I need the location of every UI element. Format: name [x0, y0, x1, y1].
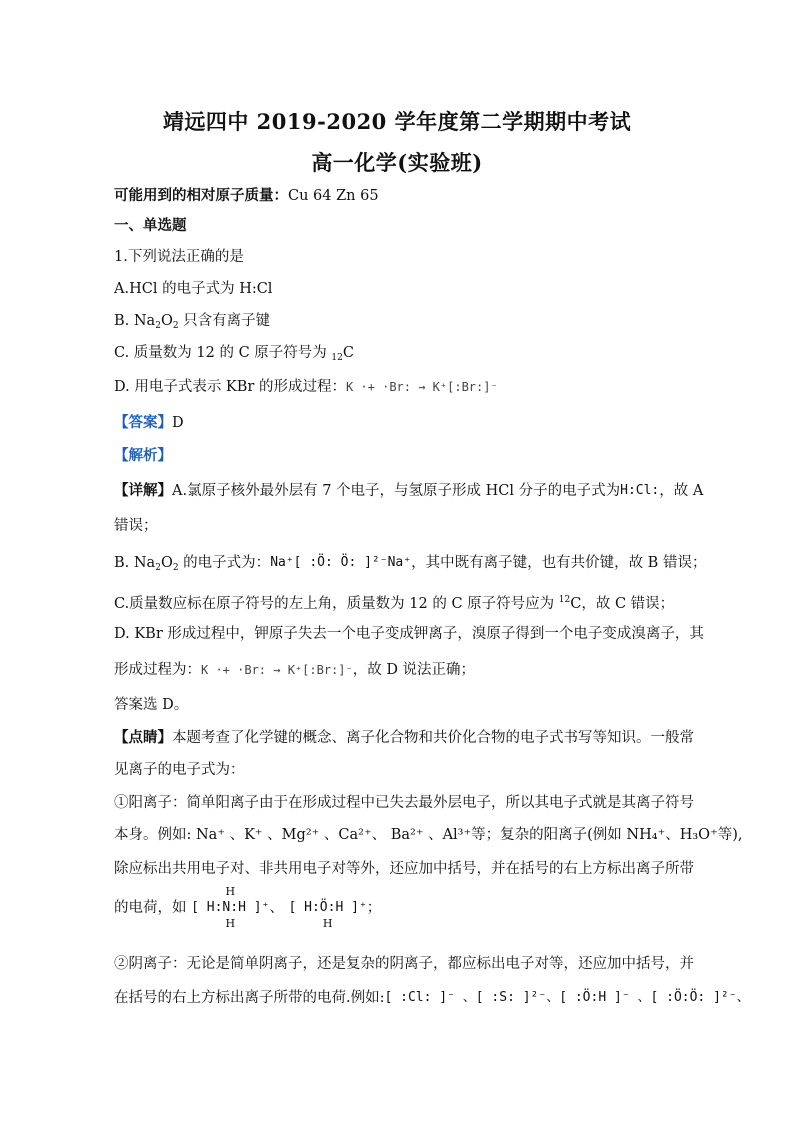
point-line1: [114, 728, 694, 748]
option-a-text: A.HCl 的电子式为: [114, 281, 240, 297]
detail-d-text3: ，故 D 说法正确；: [352, 662, 476, 678]
option-d-formula-image: K ·+ ·Br: → K⁺[:Br:]⁻: [345, 380, 498, 394]
detail-a-text1: A.氯原子核外最外层有 7 个电子，与氢原子形成 HCl 分子的电子式为: [172, 483, 621, 499]
option-c-formula-el: C: [342, 345, 354, 361]
section-title: 一、单选题: [114, 217, 187, 234]
cation-line4-text: 的电荷，如: [114, 900, 187, 916]
atomic-mass-values: Cu 64 Zn 65: [288, 188, 379, 204]
anion-line2-text: 在括号的右上方标出离子所带的电荷.例如:: [114, 990, 385, 1006]
option-b-sub1: 2: [155, 321, 161, 331]
cation-line1: ①阳离子：简单阳离子由于在形成过程中已失去最外层电子，所以其电子式就是其离子符号: [114, 795, 694, 811]
cation-line4-end: ；: [366, 900, 382, 916]
question-stem: 1.下列说法正确的是: [114, 249, 244, 265]
option-c-formula-sub: 12: [331, 353, 343, 363]
option-b-mid: O: [160, 313, 173, 329]
exam-subtitle: 高一化学(实验班): [311, 150, 483, 175]
detail-c: [114, 590, 674, 614]
cation-line2: 本身。例如: Na⁺ 、K⁺ 、Mg²⁺ 、Ca²⁺、 Ba²⁺ 、Al³⁺等；复杂的阳离子(例如 NH₄⁺、H₃O⁺等),: [114, 827, 743, 843]
detail-a-line2: 错误；: [114, 518, 158, 534]
option-a: [114, 279, 272, 299]
analysis-label-line: [114, 446, 172, 466]
option-b-sub2: 2: [172, 321, 179, 331]
option-b-suffix: 只含有离子键: [178, 313, 271, 329]
option-c: [114, 343, 354, 368]
detail-b-mid: O: [160, 555, 173, 571]
detail-c-text1: C.质量数应标在原子符号的左上角，质量数为 12 的 C 原子符号应为: [114, 596, 559, 612]
kbr-formation-formula: K ·+ ·Br: → K⁺[:Br:]⁻: [201, 663, 353, 677]
detail-c-text2: ，故 C 错误；: [581, 596, 675, 612]
exam-title: 靖远四中 2019-2020 学年度第二学期期中考试: [162, 109, 632, 134]
detail-c-el: C: [570, 596, 582, 612]
atomic-mass-label: 可能用到的相对原子质量：: [114, 187, 288, 204]
option-b-prefix: B. Na: [114, 313, 156, 329]
detail-d-line1: D. KBr 形成过程中，钾原子失去一个电子变成钾离子，溴原子得到一个电子变成溴离子，其: [114, 626, 704, 642]
nh4-electron-formula: [191, 885, 270, 930]
detail-b-sub1: 2: [155, 563, 161, 573]
cation-line3: 除应标出共用电子对、非共用电子对等外，还应加中括号，并在括号的右上方标出离子所带: [114, 861, 694, 877]
detail-b: [114, 553, 706, 578]
h3o-formula: [ H:Ö:H ]⁺: [288, 900, 367, 915]
option-b: [114, 311, 270, 336]
option-c-text: C. 质量数为 12 的 C 原子符号为: [114, 345, 332, 361]
detail-b-prefix: B. Na: [114, 555, 156, 571]
anion-examples-formula: [ :Cl: ]⁻ 、[ :S: ]²⁻、[ :Ö:H ]⁻ 、[ :Ö:Ö: ]²⁻、: [384, 990, 750, 1005]
point-label: 【点睛】: [114, 729, 172, 746]
na2o2-electron-formula: Na⁺[ :Ö: Ö: ]²⁻Na⁺: [270, 555, 412, 570]
detail-d-line2: [114, 660, 475, 680]
detail-b-text1: 的电子式为：: [178, 555, 271, 571]
cation-line4: [114, 885, 382, 932]
answer-label: 【答案】: [114, 414, 172, 431]
h3o-bottom-h: H: [322, 917, 333, 930]
detail-a-line1: [114, 481, 703, 501]
answer-line: [114, 413, 184, 433]
h3o-electron-formula: [288, 898, 367, 930]
detail-c-sup: 12: [558, 595, 571, 605]
hcl-electron-formula: H:Cl:: [620, 483, 660, 498]
point-line2: 见离子的电子式为：: [114, 762, 245, 778]
atomic-mass-line: [114, 186, 379, 206]
option-d-text: D. 用电子式表示 KBr 的形成过程：: [114, 379, 346, 395]
detail-b-sub2: 2: [172, 563, 179, 573]
detail-d-text2: 形成过程为：: [114, 662, 201, 678]
conclusion: 答案选 D。: [114, 697, 189, 713]
anion-line2: [114, 988, 750, 1008]
detail-b-text2: ，其中既有离子键，也有共价键，故 B 错误；: [411, 555, 707, 571]
detail-a-text2: ，故 A: [659, 483, 704, 499]
option-a-formula: H:Cl: [239, 281, 273, 297]
answer-value: D: [172, 415, 184, 431]
option-d: [114, 377, 498, 397]
nh4-formula: [ H:N:H ]⁺: [191, 900, 270, 915]
detail-label: 【详解】: [114, 482, 172, 499]
point-text1: 本题考查了化学键的概念、离子化合物和共价化合物的电子式书写等知识。一般常: [172, 730, 694, 746]
anion-line1: ②阴离子：无论是简单阴离子，还是复杂的阴离子，都应标出电子对等，还应加中括号，并: [114, 956, 694, 972]
nh4-bottom-h: H: [225, 917, 236, 930]
nh4-top-h: H: [225, 885, 236, 898]
formula-separator: 、: [269, 900, 284, 916]
analysis-label: 【解析】: [114, 447, 172, 464]
